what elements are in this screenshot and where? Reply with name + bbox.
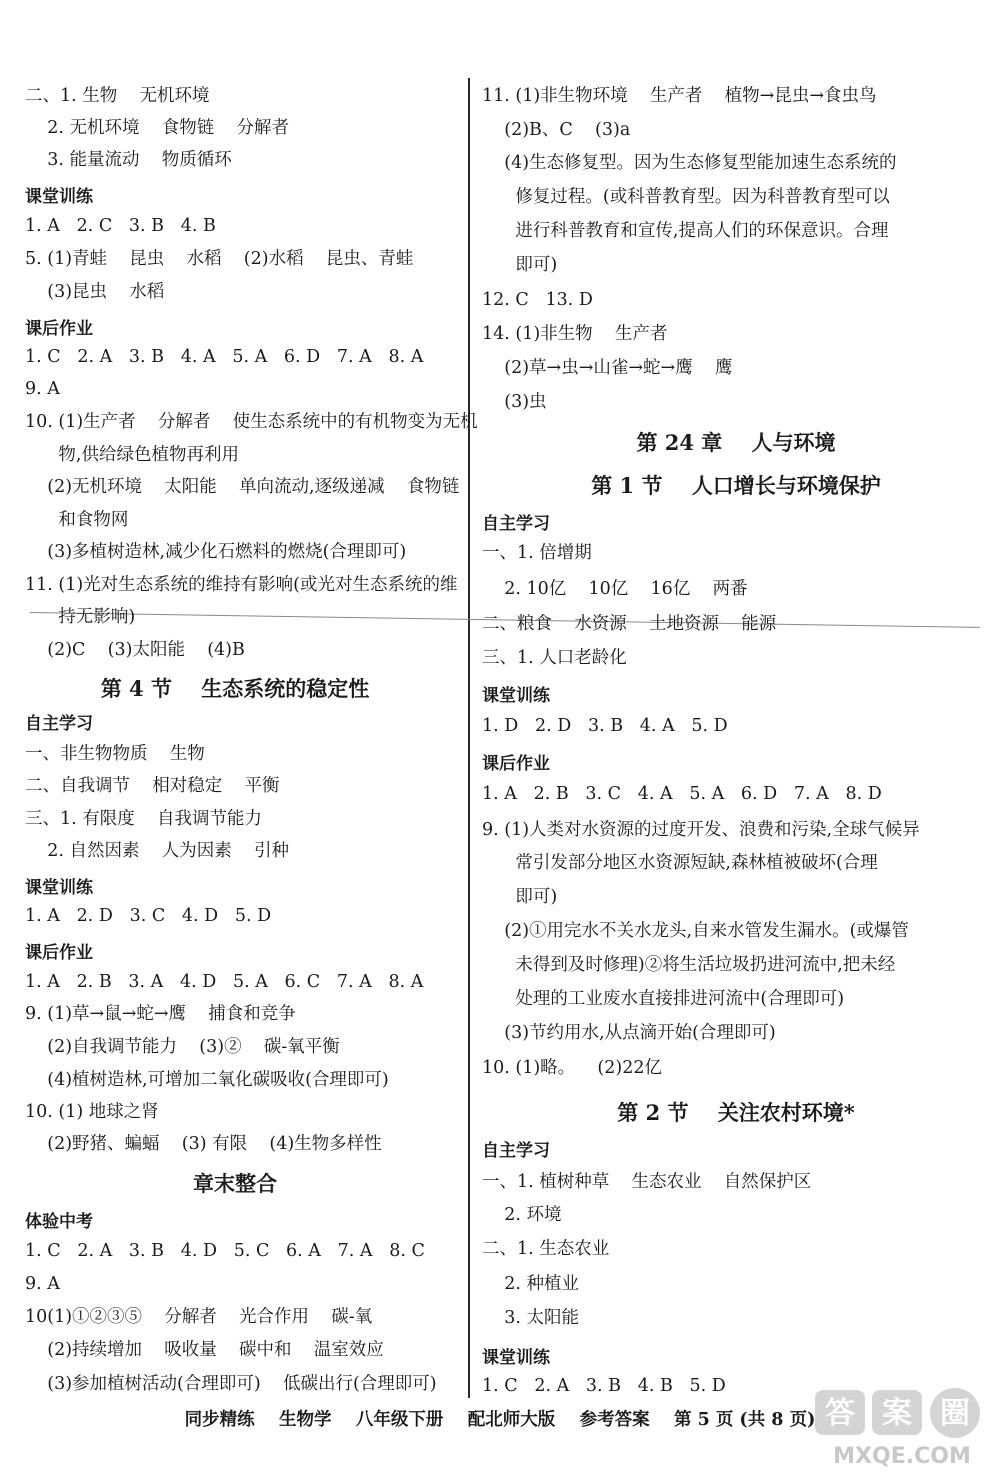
answer-line: 11. (1)非生物环境 生产者 植物→昆虫→食虫鸟: [482, 86, 877, 106]
section-heading: 课后作业: [25, 943, 93, 963]
section-title: 第 4 节 生态系统的稳定性: [100, 676, 370, 701]
answer-line: 12. C 13. D: [482, 290, 593, 310]
svg-text:案: 案: [882, 1396, 912, 1431]
answer-line: 即可): [482, 255, 558, 275]
answer-line: (2)B、C (3)a: [482, 120, 631, 140]
answer-line: 三、1. 有限度 自我调节能力: [25, 809, 263, 829]
answer-line: 1. A 2. B 3. C 4. A 5. A 6. D 7. A 8. D: [482, 784, 882, 804]
answer-line: 10(1)①②③⑤ 分解者 光合作用 碳-氧: [25, 1307, 373, 1327]
answer-line: (3)参加植树活动(合理即可) 低碳出行(合理即可): [25, 1374, 437, 1394]
answer-line: 9. A: [25, 1274, 60, 1294]
answer-line: 2. 无机环境 食物链 分解者: [25, 118, 290, 138]
section-heading: 自主学习: [482, 514, 550, 534]
section-heading: 课后作业: [482, 754, 550, 774]
answer-line: (2)持续增加 吸收量 碳中和 温室效应: [25, 1340, 384, 1360]
svg-text:圈: 圈: [940, 1396, 970, 1431]
answer-line: 二、自我调节 相对稳定 平衡: [25, 776, 280, 796]
answer-line: (2)草→虫→山雀→蛇→鹰 鹰: [482, 358, 733, 378]
answer-line: 9. A: [25, 379, 60, 399]
answer-line: 二、粮食 水资源 土地资源 能源: [482, 614, 777, 634]
answer-line: (3)多植树造林,减少化石燃料的燃烧(合理即可): [25, 542, 407, 562]
section-title: 第 24 章 人与环境: [636, 430, 836, 455]
answer-line: (4)植树造林,可增加二氧化碳吸收(合理即可): [25, 1070, 389, 1090]
answer-line: 10. (1) 地球之肾: [25, 1102, 159, 1122]
answer-line: (2)①用完水不关水龙头,自来水管发生漏水。(或爆管: [482, 921, 909, 941]
answer-line: 9. (1)草→鼠→蛇→鹰 捕食和竞争: [25, 1004, 296, 1024]
section-heading: 自主学习: [482, 1141, 550, 1161]
watermark-logo: [810, 1385, 995, 1470]
section-heading: 自主学习: [25, 714, 93, 734]
answer-line: 2. 自然因素 人为因素 引种: [25, 841, 290, 861]
section-heading: 课后作业: [25, 319, 93, 339]
section-title: 第 1 节 人口增长与环境保护: [591, 473, 881, 498]
answer-line: 1. C 2. A 3. B 4. B 5. D: [482, 1376, 726, 1396]
answer-line: 14. (1)非生物 生产者: [482, 324, 668, 344]
answer-line: 2. 种植业: [482, 1274, 580, 1294]
answer-line: 未得到及时修理)②将生活垃圾扔进河流中,把未经: [482, 955, 896, 975]
answer-line: (2)无机环境 太阳能 单向流动,逐级递减 食物链: [25, 477, 460, 497]
answer-line: 修复过程。(或科普教育型。因为科普教育型可以: [482, 187, 890, 207]
answer-line: 1. C 2. A 3. B 4. A 5. A 6. D 7. A 8. A: [25, 347, 424, 367]
answer-line: (4)生态修复型。因为生态修复型能加速生态系统的: [482, 153, 897, 173]
answer-line: (2)自我调节能力 (3)② 碳-氧平衡: [25, 1037, 340, 1057]
section-heading: 课堂训练: [482, 686, 550, 706]
answer-line: (3)昆虫 水稻: [25, 282, 165, 302]
answer-line: 三、1. 人口老龄化: [482, 648, 627, 668]
answer-line: 1. A 2. C 3. B 4. B: [25, 216, 216, 236]
answer-line: 二、1. 生态农业: [482, 1239, 610, 1259]
answer-line: (2)野猪、蝙蝠 (3) 有限 (4)生物多样性: [25, 1134, 382, 1154]
answer-line: 持无影响): [25, 607, 136, 627]
answer-line: 10. (1)略。 (2)22亿: [482, 1058, 662, 1078]
answer-line: 1. C 2. A 3. B 4. D 5. C 6. A 7. A 8. C: [25, 1241, 425, 1261]
section-heading: 课堂训练: [482, 1348, 550, 1368]
answer-line: 1. D 2. D 3. B 4. A 5. D: [482, 716, 728, 736]
answer-line: 常引发部分地区水资源短缺,森林植被破坏(合理: [482, 853, 878, 873]
answer-line: 处理的工业废水直接排进河流中(合理即可): [482, 989, 845, 1009]
answer-line: 和食物网: [25, 510, 129, 530]
answer-line: 一、1. 植树种草 生态农业 自然保护区: [482, 1172, 812, 1192]
answer-line: 2. 环境: [482, 1205, 562, 1225]
answer-line: 二、1. 生物 无机环境: [25, 86, 210, 106]
column-divider: [468, 78, 470, 1398]
section-heading: 体验中考: [25, 1212, 93, 1232]
answer-line: 11. (1)光对生态系统的维持有影响(或光对生态系统的维: [25, 575, 458, 595]
answer-line: 即可): [482, 887, 558, 907]
answer-line: 3. 太阳能: [482, 1308, 580, 1328]
answer-line: (3)虫: [482, 392, 547, 412]
answer-line: 一、非生物物质 生物: [25, 744, 205, 764]
answer-line: (3)节约用水,从点滴开始(合理即可): [482, 1023, 776, 1043]
watermark-text: MXQE.COM: [833, 1444, 971, 1469]
svg-text:答: 答: [825, 1396, 855, 1431]
answer-line: 1. A 2. D 3. C 4. D 5. D: [25, 906, 272, 926]
answer-line: 9. (1)人类对水资源的过度开发、浪费和污染,全球气候异: [482, 820, 920, 840]
answer-line: 一、1. 倍增期: [482, 543, 592, 563]
section-title: 章末整合: [193, 1171, 277, 1196]
answer-line: 1. A 2. B 3. A 4. D 5. A 6. C 7. A 8. A: [25, 972, 424, 992]
answer-line: 5. (1)青蛙 昆虫 水稻 (2)水稻 昆虫、青蛙: [25, 249, 414, 269]
answer-line: 进行科普教育和宣传,提高人们的环保意识。合理: [482, 221, 889, 241]
page-footer: 同步精练 生物学 八年级下册 配北师大版 参考答案 第 5 页 (共 8 页): [184, 1410, 816, 1430]
section-title: 第 2 节 关注农村环境*: [617, 1100, 855, 1125]
answer-line: 物,供给绿色植物再利用: [25, 445, 239, 465]
answer-line: (2)C (3)太阳能 (4)B: [25, 640, 245, 660]
answer-line: 10. (1)生产者 分解者 使生态系统中的有机物变为无机: [25, 412, 478, 432]
answer-line: 3. 能量流动 物质循环: [25, 150, 232, 170]
answer-line: 2. 10亿 10亿 16亿 两番: [482, 579, 748, 599]
section-heading: 课堂训练: [25, 878, 93, 898]
section-heading: 课堂训练: [25, 187, 93, 207]
